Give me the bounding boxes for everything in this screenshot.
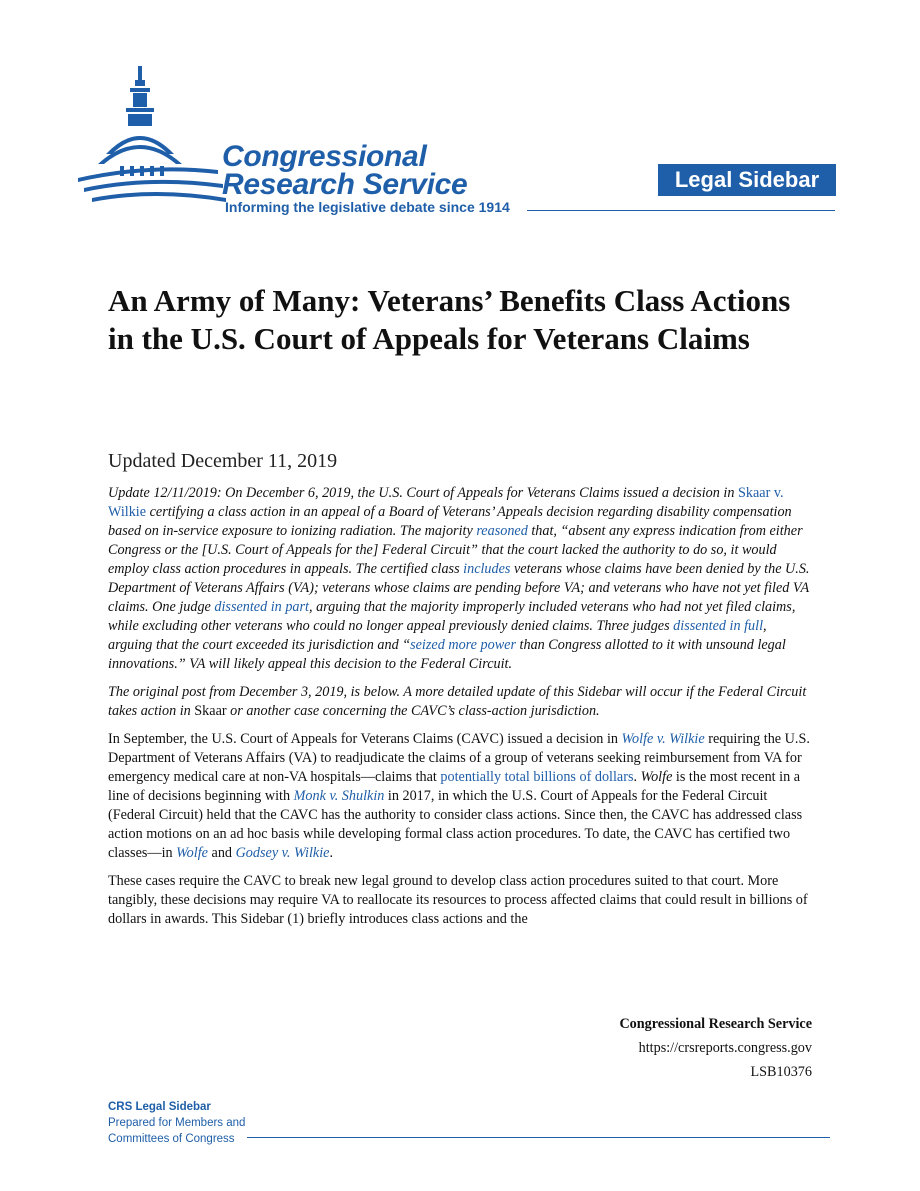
sidebar-label (108, 1099, 245, 1147)
text-run: . (329, 845, 333, 861)
text-run: certifying a class action in an appeal of a Board of Veterans’ Appeals decision regarding disability compensation based on in-service exposure to ionizing radiation. The majority (108, 504, 792, 539)
inline-link[interactable]: Wolfe v. Wilkie (621, 731, 705, 747)
report-footer (619, 1012, 812, 1084)
text-run: or another case concerning the CAVC’s class-action jurisdiction. (226, 703, 600, 719)
footer-url[interactable]: https://crsreports.congress.gov (638, 1040, 812, 1056)
updated-date: Updated December 11, 2019 (108, 450, 338, 472)
crs-logo-text (222, 140, 468, 201)
inline-link[interactable]: reasoned (476, 523, 528, 539)
header-divider (527, 210, 835, 211)
article-body (108, 484, 814, 938)
inline-link[interactable]: Wolfe (176, 845, 208, 861)
text-run: These cases require the CAVC to break new legal ground to develop class action procedures suited to that court. More tangibly, these decisions may require VA to reallocate its resources to process affected claims that could result in billions of dollars in awards. This Sidebar (1) briefly introduces class actions and the (108, 873, 808, 927)
crs-tagline: Informing the legislative debate since 1914 (225, 199, 510, 215)
inline-link[interactable]: dissented in part (214, 599, 309, 615)
text-run: In September, the U.S. Court of Appeals for Veterans Claims (CAVC) issued a decision in (108, 731, 622, 747)
original-post-paragraph (108, 683, 814, 721)
inline-link[interactable]: includes (463, 561, 511, 577)
second-paragraph (108, 872, 814, 929)
text-run: Update 12/11/2019: On December 6, 2019, the U.S. Court of Appeals for Veterans Claims issued a decision in (108, 485, 738, 501)
text-run: than Congress allotted to it with unsound legal innovations.” VA will likely appeal this decision to the Federal Circuit. (108, 637, 786, 672)
page-title: An Army of Many: Veterans’ Benefits Class Actions in the U.S. Court of Appeals for Veterans Claims (108, 283, 791, 356)
inline-link[interactable]: Godsey v. Wilkie (235, 845, 330, 861)
text-run: . (633, 769, 641, 785)
footer-org: Congressional Research Service (619, 1016, 812, 1032)
footer-report-code: LSB10376 (750, 1064, 812, 1080)
text-run: that, “absent any express indication from either Congress or the [U.S. Court of Appeals for the] Federal Circuit” that the court lacked the authority to do so, it would employ class action procedures in appeals. The certified class (108, 523, 803, 577)
text-run: Wolfe (640, 769, 673, 785)
text-run: requiring the U.S. Department of Veterans Affairs (VA) to readjudicate the claims of a group of veterans seeking reimbursement from VA for emergency medical care at non-VA hospitals—claims that (108, 731, 810, 785)
text-run: , arguing that the majority improperly included veterans who had not yet filed claims, while excluding other veterans who could no longer appeal previously denied claims. Three judges (108, 599, 796, 634)
inline-link[interactable]: seized more power (410, 637, 516, 653)
sidebar-label-line3: Committees of Congress (108, 1133, 235, 1145)
update-paragraph (108, 484, 814, 674)
crs-name-line2: Research Service (222, 168, 468, 201)
crs-name-line1: Congressional (222, 140, 427, 173)
inline-link[interactable]: Monk v. Shulkin (293, 788, 385, 804)
text-run: veterans whose claims have been denied by the U.S. Department of Veterans Affairs (VA); veterans whose claims are pending before VA; and veterans who have not yet filed VA claims. One judge (108, 561, 810, 615)
text-run: The original post from December 3, 2019, is below. A more detailed update of this Sidebar will occur if the Federal Circuit takes action in (108, 684, 807, 719)
inline-link[interactable]: potentially total billions of dollars (440, 769, 634, 785)
sidebar-label-title: CRS Legal Sidebar (108, 1101, 211, 1113)
inline-link[interactable]: Skaar v. Wilkie (108, 485, 784, 520)
footer-divider (247, 1137, 830, 1138)
text-run: in 2017, in which the U.S. Court of Appeals for the Federal Circuit (Federal Circuit) held that the CAVC has the authority to consider class actions. Since then, the CAVC has addressed class action motions on an ad hoc basis while developing formal class action procedures. To date, the CAVC has certified two classes—in (108, 788, 803, 861)
inline-link[interactable]: dissented in full (673, 618, 764, 634)
text-run: and (207, 845, 236, 861)
sidebar-label-line2: Prepared for Members and (108, 1117, 246, 1129)
legal-sidebar-badge: Legal Sidebar (658, 164, 836, 196)
text-run: is the most recent in a line of decisions beginning with (108, 769, 801, 804)
text-run: Skaar (194, 703, 227, 719)
text-run: , arguing that the court exceeded its jurisdiction and “ (108, 618, 767, 653)
intro-paragraph (108, 730, 814, 863)
capitol-dome-logo (78, 66, 228, 216)
